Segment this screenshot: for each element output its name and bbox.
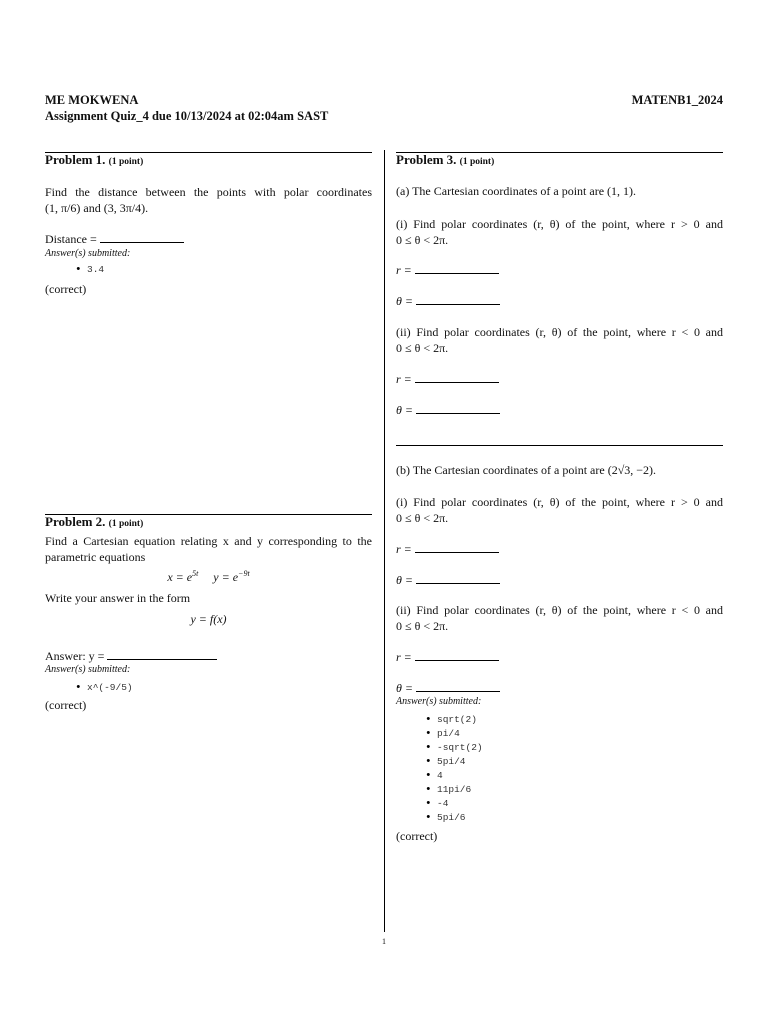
part-b-ii-line1: (ii) Find polar coordinates (r, θ) of the point, where r < 0 and	[396, 603, 723, 617]
submitted-answer: • -4	[425, 797, 483, 811]
part-a-i-r-input[interactable]	[415, 263, 499, 274]
submitted-answer: • pi/4	[425, 727, 483, 741]
part-a-ii-line2: 0 ≤ θ < 2π.	[396, 341, 449, 355]
part-a-ii-question	[396, 324, 723, 356]
part-a-i-theta-row	[396, 294, 500, 309]
part-b-i-line1: (i) Find polar coordinates (r, θ) of the point, where r > 0 and	[396, 495, 723, 509]
equation-y-exponent: −9t	[238, 569, 250, 578]
submitted-answer: • sqrt(2)	[425, 713, 483, 727]
part-b-i-question	[396, 494, 723, 526]
problem-1-question-line2: (1, π/6) and (3, 3π/4).	[45, 201, 149, 215]
assignment-title: Assignment Quiz_4 due 10/13/2024 at 02:04am SAST	[45, 109, 329, 123]
problem-2-answer-row	[45, 649, 217, 664]
equation-x: x = e	[167, 570, 193, 584]
part-b-ii-r-row	[396, 650, 499, 665]
problem-2-points: (1 point)	[108, 519, 144, 529]
problem-3-heading	[396, 152, 494, 168]
part-a-i-question	[396, 216, 723, 248]
answer-form-prompt: Write your answer in the form	[45, 591, 191, 605]
problem-1-submitted-list	[75, 263, 104, 277]
part-b-ii-theta-input[interactable]	[416, 681, 500, 692]
submitted-answer: • 5pi/4	[425, 755, 483, 769]
part-b-i-r-row	[396, 542, 499, 557]
answer-y-input[interactable]	[107, 649, 217, 660]
problem-1-heading	[45, 152, 143, 168]
problem-2-heading	[45, 514, 143, 530]
theta-label: θ =	[396, 403, 413, 417]
submitted-answer: • 3.4	[75, 263, 104, 277]
part-b-i-line2: 0 ≤ θ < 2π.	[396, 511, 449, 525]
problem-2-result: (correct)	[45, 698, 87, 712]
submitted-answer: • 4	[425, 769, 483, 783]
page-number: 1	[382, 937, 386, 946]
theta-label: θ =	[396, 573, 413, 587]
equation-x-exponent: 5t	[192, 569, 199, 578]
part-a-ii-theta-row	[396, 403, 500, 418]
part-b-i-r-input[interactable]	[415, 542, 499, 553]
problem-1-question-line1: Find the distance between the points with polar coordinates	[45, 185, 372, 199]
part-b-ii-line2: 0 ≤ θ < 2π.	[396, 619, 449, 633]
problem-1-points: (1 point)	[108, 157, 144, 167]
part-a-statement: (a) The Cartesian coordinates of a point are (1, 1).	[396, 184, 637, 198]
problem-2-submitted-label: Answer(s) submitted:	[45, 664, 131, 675]
submitted-answer: • x^(-9/5)	[75, 681, 133, 695]
distance-label: Distance =	[45, 232, 97, 246]
problem-3-submitted-list	[425, 713, 483, 825]
part-divider	[396, 445, 723, 446]
part-b-i-theta-row	[396, 573, 500, 588]
part-b-statement: (b) The Cartesian coordinates of a point are (2√3, −2).	[396, 463, 657, 477]
part-b-ii-r-input[interactable]	[415, 650, 499, 661]
part-a-ii-r-row	[396, 372, 499, 387]
problem-3-points: (1 point)	[459, 157, 495, 167]
r-label: r =	[396, 263, 412, 277]
r-label: r =	[396, 372, 412, 386]
problem-1-result: (correct)	[45, 282, 87, 296]
problem-1-question	[45, 184, 372, 216]
theta-label: θ =	[396, 681, 413, 695]
part-a-ii-theta-input[interactable]	[416, 403, 500, 414]
r-label: r =	[396, 542, 412, 556]
r-label: r =	[396, 650, 412, 664]
problem-2-title: Problem 2.	[45, 514, 106, 529]
column-divider	[384, 150, 385, 932]
problem-3-title: Problem 3.	[396, 152, 457, 167]
problem-3-submitted-label: Answer(s) submitted:	[396, 696, 482, 707]
part-b-ii-question	[396, 602, 723, 634]
problem-1-answer-row	[45, 232, 184, 247]
part-b-i-theta-input[interactable]	[416, 573, 500, 584]
part-b-ii-theta-row	[396, 681, 500, 696]
problem-2-question	[45, 533, 372, 565]
part-a-ii-r-input[interactable]	[415, 372, 499, 383]
part-a-i-r-row	[396, 263, 499, 278]
part-a-i-line1: (i) Find polar coordinates (r, θ) of the point, where r > 0 and	[396, 217, 723, 231]
problem-2-submitted-list	[75, 681, 133, 695]
part-a-ii-line1: (ii) Find polar coordinates (r, θ) of the point, where r < 0 and	[396, 325, 723, 339]
part-a-i-theta-input[interactable]	[416, 294, 500, 305]
problem-3-result: (correct)	[396, 829, 438, 843]
part-a-i-line2: 0 ≤ θ < 2π.	[396, 233, 449, 247]
student-name: ME MOKWENA	[45, 93, 139, 107]
submitted-answer: • 5pi/6	[425, 811, 483, 825]
submitted-answer: • -sqrt(2)	[425, 741, 483, 755]
submitted-answer: • 11pi/6	[425, 783, 483, 797]
problem-1-submitted-label: Answer(s) submitted:	[45, 248, 131, 259]
problem-2-question-line2: parametric equations	[45, 550, 146, 564]
answer-form-equation: y = f(x)	[190, 612, 227, 626]
equation-y: y = e	[213, 570, 239, 584]
answer-y-label: Answer: y =	[45, 649, 105, 663]
parametric-equations	[45, 569, 372, 585]
problem-1-title: Problem 1.	[45, 152, 106, 167]
distance-input[interactable]	[100, 232, 184, 243]
problem-2-question-line1: Find a Cartesian equation relating x and y corresponding to the	[45, 534, 372, 548]
course-code: MATENB1_2024	[631, 93, 723, 107]
theta-label: θ =	[396, 294, 413, 308]
